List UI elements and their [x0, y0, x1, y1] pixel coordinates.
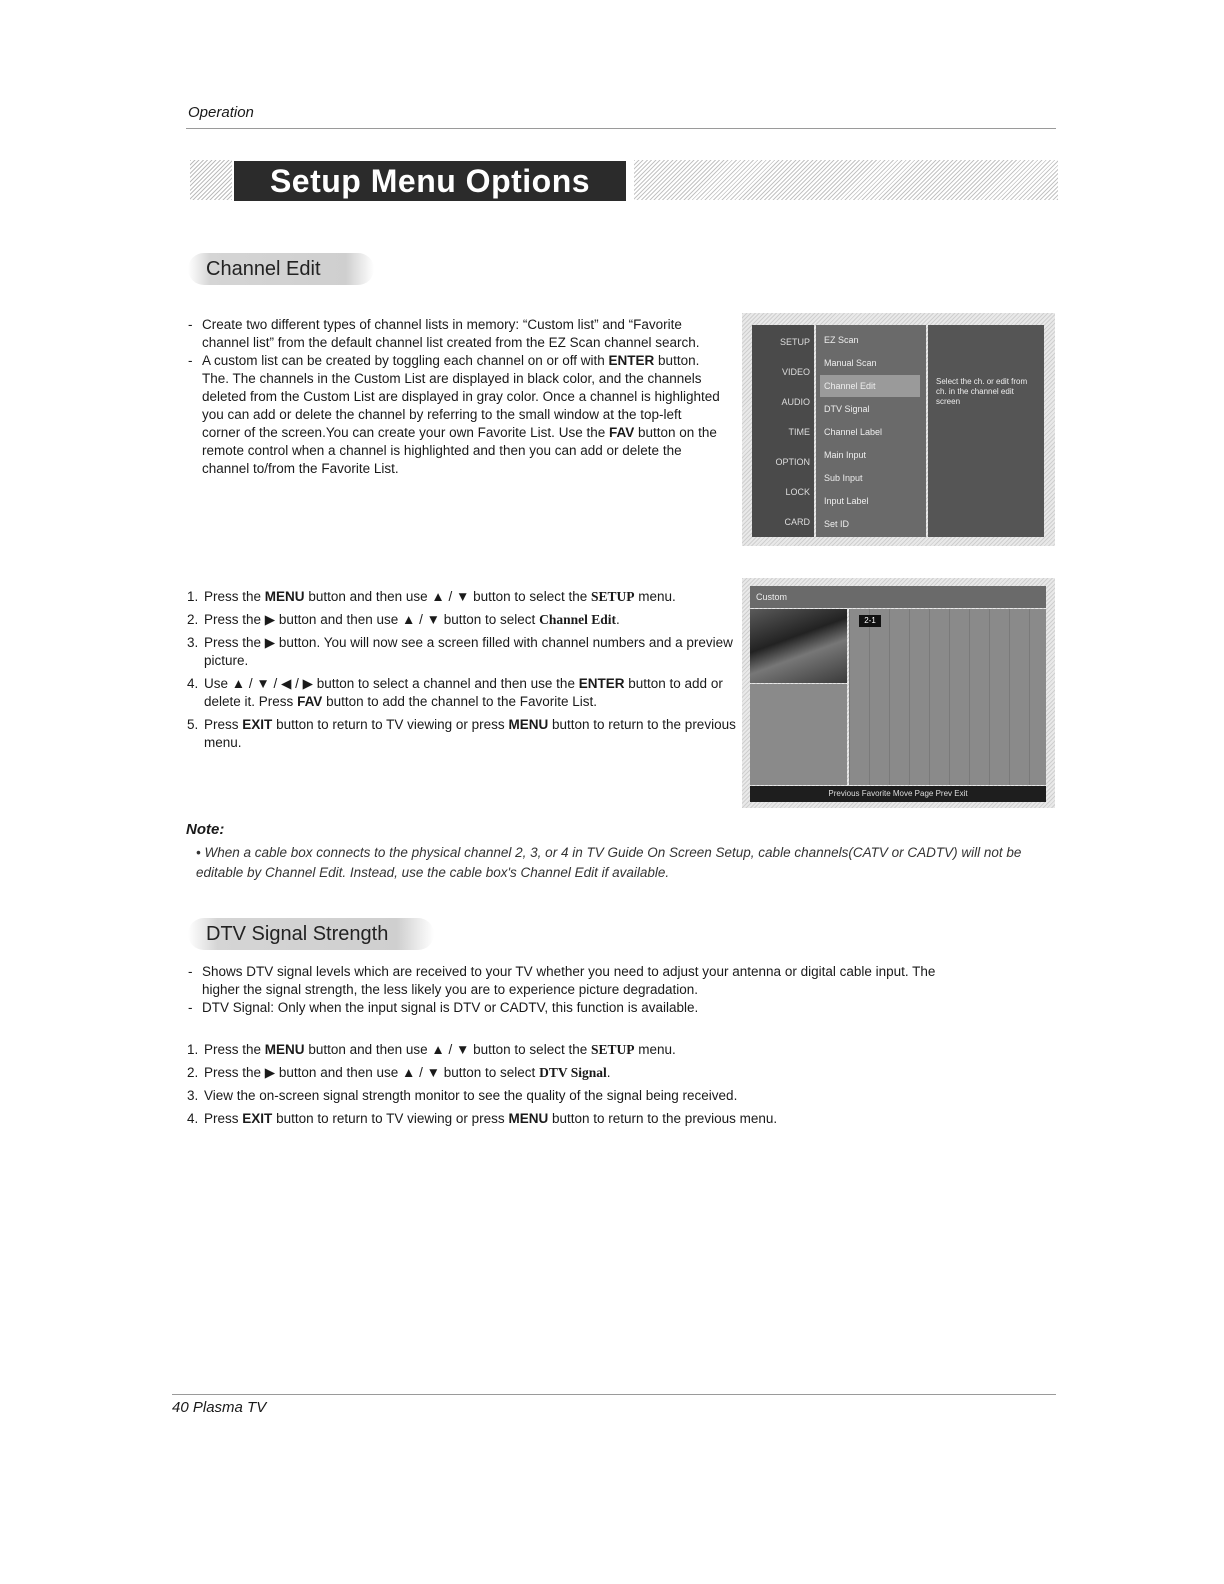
footer-rule [172, 1394, 1056, 1395]
menu-item: DTV Signal [824, 404, 870, 414]
side-item: SETUP [779, 337, 810, 347]
dtv-signal-steps [187, 1041, 947, 1133]
step-text: menu. [638, 589, 676, 604]
step-text: button to return to TV viewing or press [276, 717, 505, 732]
step-number: 5. [187, 717, 199, 732]
step-text: Press the ▶ button. You will now see a screen filled with channel numbers and a preview picture. [204, 635, 733, 668]
note-heading: Note: [186, 821, 225, 838]
page-title: Setup Menu Options [234, 161, 626, 201]
bullet-text: button on the remote control when a channel is highlighted and then you can add or delete the channel to/from the Favorite List. [202, 425, 717, 476]
step-text: View the on-screen signal strength monitor to see the quality of the signal being received. [204, 1088, 738, 1103]
selected-channel: 2-1 [859, 615, 881, 627]
step-text: Press [204, 717, 239, 732]
menu-item: EZ Scan [824, 335, 859, 345]
step-item [187, 1064, 947, 1082]
step-text: Press the ▶ button and then use ▲ / ▼ button to select [204, 612, 536, 627]
step-item [187, 675, 737, 711]
menu-key-label: MENU [508, 717, 549, 732]
enter-key-label: ENTER [578, 676, 625, 691]
step-item [187, 716, 737, 752]
side-item: VIDEO [781, 367, 810, 377]
step-text: button to return to the previous menu. [204, 717, 736, 750]
setup-menu-label: SETUP [590, 1042, 635, 1057]
side-item: LOCK [785, 487, 810, 497]
step-number: 2. [187, 612, 199, 627]
channel-screen-topbar: Custom [750, 586, 1046, 608]
step-text: button to return to the previous menu. [551, 1111, 778, 1126]
side-item: AUDIO [781, 397, 810, 407]
bullet-item: - DTV Signal: Only when the input signal is DTV or CADTV, this function is available. [188, 999, 948, 1017]
bullet-item [188, 316, 723, 352]
step-number: 3. [187, 635, 199, 650]
exit-key-label: EXIT [242, 717, 273, 732]
help-text: Select the ch. or edit from ch. in the channel edit screen [936, 377, 1028, 406]
fav-key-label: FAV [608, 425, 635, 440]
menu-item: Sub Input [824, 473, 863, 483]
channel-screen-panel [750, 684, 847, 785]
setup-sidebar [752, 325, 814, 537]
menu-item: Main Input [824, 450, 867, 460]
menu-key-label: MENU [264, 589, 305, 604]
step-text: button and then use ▲ / ▼ button to select the [308, 589, 588, 604]
step-item [187, 1110, 947, 1128]
side-item: CARD [784, 517, 810, 527]
dtv-signal-label: DTV Signal [539, 1065, 607, 1080]
dtv-signal-bullets [188, 963, 948, 1017]
bullet-item [188, 352, 723, 478]
step-text: button and then use ▲ / ▼ button to select the [308, 1042, 588, 1057]
step-text: Press the [204, 589, 262, 604]
menu-key-label: MENU [508, 1111, 549, 1126]
step-number: 1. [187, 1042, 199, 1057]
step-text: button to return to TV viewing or press [276, 1111, 505, 1126]
menu-item: Manual Scan [824, 358, 877, 368]
step-number: 1. [187, 589, 199, 604]
side-item: TIME [788, 427, 810, 437]
step-item [187, 588, 737, 606]
banner-decoration-right [634, 160, 1058, 200]
step-text: menu. [638, 1042, 676, 1057]
menu-item: Input Label [824, 496, 869, 506]
menu-item: Set ID [824, 519, 850, 529]
setup-help-panel [928, 325, 1044, 537]
step-item [187, 611, 737, 629]
step-text: Use ▲ / ▼ / ◀ / ▶ button to select a channel and then use the [204, 676, 575, 691]
banner-decoration-left [190, 160, 232, 200]
channel-edit-steps [187, 588, 737, 757]
dtv-signal-heading: DTV Signal Strength [188, 918, 434, 950]
setup-menu-label: SETUP [590, 589, 635, 604]
step-text: button to add the channel to the Favorite List. [326, 694, 598, 709]
preview-picture [750, 609, 847, 683]
channel-edit-label: Channel Edit [539, 612, 616, 627]
page-footer: 40 Plasma TV [172, 1399, 267, 1416]
fav-key-label: FAV [297, 694, 323, 709]
step-item [187, 1041, 947, 1059]
channel-grid [849, 609, 1046, 785]
step-text: Press the [204, 1042, 262, 1057]
side-item: OPTION [775, 457, 810, 467]
step-text: . [606, 1065, 611, 1080]
step-text: Press [204, 1111, 239, 1126]
step-number: 3. [187, 1088, 199, 1103]
step-text: . [615, 612, 620, 627]
menu-key-label: MENU [264, 1042, 305, 1057]
note-text: • When a cable box connects to the physical channel 2, 3, or 4 in TV Guide On Screen Setup, cable channels(CATV or CADTV) will not be editable by Channel Edit. Instead, use the cable box's Channel Edit if available. [196, 845, 1022, 880]
channel-screen-legend: Previous Favorite Move Page Prev Exit [750, 786, 1046, 802]
exit-key-label: EXIT [242, 1111, 273, 1126]
bullet-item: - Shows DTV signal levels which are received to your TV whether you need to adjust your antenna or digital cable input. The higher the signal strength, the less likely you are to experience picture degradation. [188, 963, 948, 999]
step-item [187, 634, 737, 670]
menu-item-selected: Channel Edit [820, 375, 920, 397]
bullet-text: button. The. The channels in the Custom List are displayed in black color, and the channels deleted from the Custom List are displayed in gray color. Once a channel is highlighted you can add or delete the channel by referring to the small window at the top-left corner of the screen.You can create your own Favorite List. Use the [202, 353, 720, 440]
section-label: Operation [188, 104, 254, 121]
header-rule [186, 128, 1056, 129]
step-text: Press the ▶ button and then use ▲ / ▼ button to select [204, 1065, 536, 1080]
bullet-text: A custom list can be created by toggling each channel on or off with [202, 353, 605, 368]
enter-key-label: ENTER [608, 353, 655, 368]
step-number: 2. [187, 1065, 199, 1080]
step-item [187, 1087, 947, 1105]
step-number: 4. [187, 1111, 199, 1126]
step-text: button to add or delete it. Press [204, 676, 723, 709]
bullet-text: Create two different types of channel lists in memory: “Custom list” and “Favorite channel list” from the default channel list created from the EZ Scan channel search. [202, 317, 700, 350]
menu-item: Channel Label [824, 427, 883, 437]
channel-edit-heading: Channel Edit [188, 253, 374, 285]
step-number: 4. [187, 676, 199, 691]
setup-menu-list [816, 325, 926, 537]
channel-edit-bullets [188, 316, 723, 478]
